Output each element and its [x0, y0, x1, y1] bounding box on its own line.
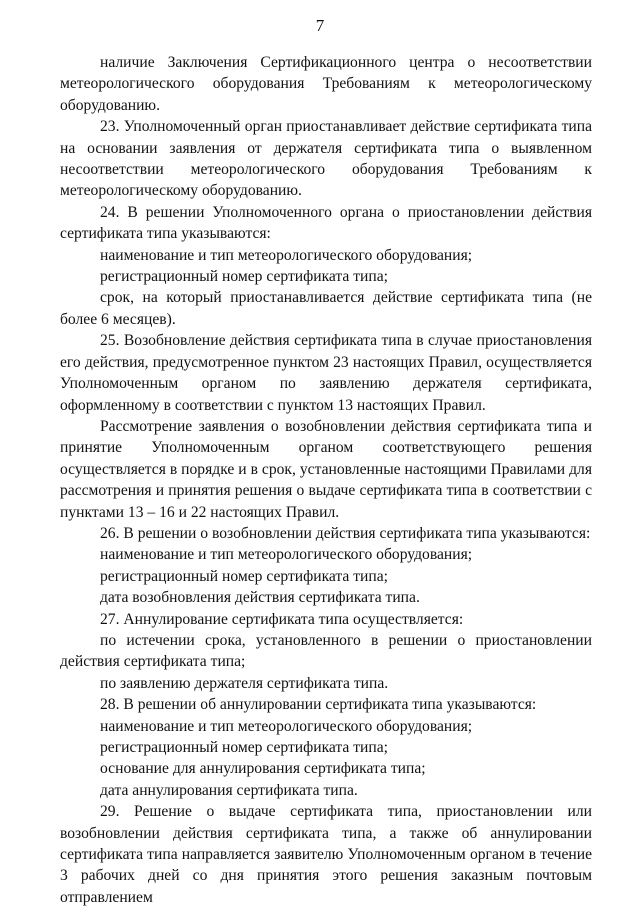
list-item: по заявлению держателя сертификата типа.	[100, 674, 389, 692]
paragraph-conclusion: наличие Заключения Сертификационного центра о несоответствии метеорологического оборудования Требованиям к метеорологическому оборудованию.	[60, 54, 592, 114]
list-item: регистрационный номер сертификата типа;	[100, 567, 389, 585]
page-number: 7	[315, 16, 325, 35]
list-item: наименование и тип метеорологического оборудования;	[100, 546, 473, 564]
paragraph-27: 27. Аннулирование сертификата типа осуществляется:	[100, 610, 464, 628]
list-item: регистрационный номер сертификата типа;	[100, 268, 389, 286]
list-item: наименование и тип метеорологического оборудования;	[100, 246, 473, 264]
paragraph-25-review: Рассмотрение заявления о возобновлении действия сертификата типа и принятие Уполномоченным органом соответствующего решения осуществляется в порядке и в срок, установленные настоящими Правилами для рассмотрения и принятия решения о выдаче сертификата типа в соответствии с пунктами 13 – 16 и 22 настоящих Правил.	[60, 417, 592, 521]
list-item: регистрационный номер сертификата типа;	[100, 739, 389, 756]
list-item: наименование и тип метеорологического оборудования;	[100, 717, 473, 735]
list-item: дата возобновления действия сертификата типа.	[100, 589, 420, 607]
list-item: дата аннулирования сертификата типа.	[100, 781, 358, 799]
list-item: по истечении срока, установленного в решении о приостановлении действия сертификата типа;	[60, 631, 592, 671]
paragraph-25: 25. Возобновление действия сертификата типа в случае приостановления его действия, предусмотренное пунктом 23 настоящих Правил, осуществляется Уполномоченным органом по заявлению держателя сертификата, оформленному в соответствии с пунктом 13 настоящих Правил.	[60, 332, 592, 414]
paragraph-24: 24. В решении Уполномоченного органа о приостановлении действия сертификата типа указываются:	[60, 203, 592, 243]
paragraph-28: 28. В решении об аннулировании сертификата типа указываются:	[100, 696, 537, 714]
paragraph-29: 29. Решение о выдаче сертификата типа, приостановлении или возобновлении действия сертификата типа, а также об аннулировании сертификата типа направляется заявителю Уполномоченным органом в течение 3 рабочих дней со дня принятия этого решения заказным почтовым отправлением	[60, 803, 592, 906]
list-item: основание для аннулирования сертификата типа;	[100, 760, 426, 778]
document-body	[60, 52, 592, 908]
paragraph-23: 23. Уполномоченный орган приостанавливает действие сертификата типа на основании заявления от держателя сертификата типа о выявленном несоответствии метеорологического оборудования Требованиям к метеорологическому оборудованию.	[60, 118, 592, 200]
paragraph-26: 26. В решении о возобновлении действия сертификата типа указываются:	[100, 524, 591, 542]
list-item: срок, на который приостанавливается действие сертификата типа (не более 6 месяцев).	[60, 289, 592, 328]
